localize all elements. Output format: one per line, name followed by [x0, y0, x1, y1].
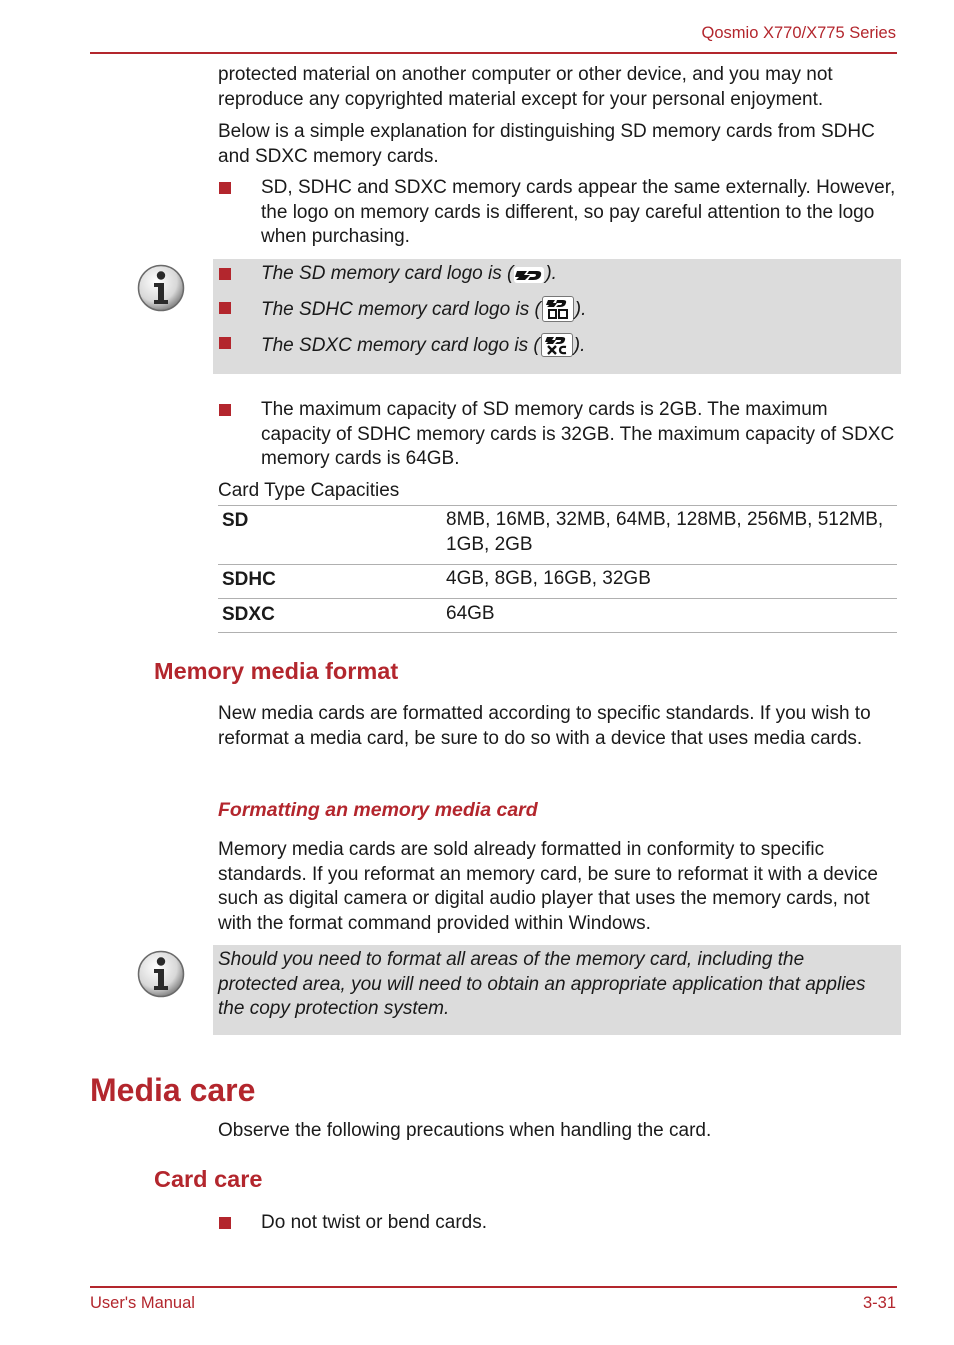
bullet-marker — [219, 404, 231, 416]
table-caption: Card Type Capacities — [218, 480, 400, 501]
sdxc-logo-note — [261, 333, 901, 359]
paragraph-formatting: Memory media cards are sold already formatted in conformity to specific standards. If you reformat an memory card, be sure to reformat it with a device such as digital camera or digital audio player that uses the memory cards, not with the format command provided within Windows. — [218, 839, 878, 934]
table-row-border — [218, 564, 897, 565]
header-rule — [90, 52, 897, 54]
table-cell-type: SD — [222, 510, 249, 531]
table-cell-type: SDHC — [222, 569, 276, 590]
sdhc-logo-note-text: The SDHC memory card logo is ( — [261, 299, 541, 320]
heading-media-care: Media care — [90, 1072, 256, 1108]
footer-page-number: 3-31 — [862, 1294, 896, 1312]
sdhc-logo-note — [261, 296, 901, 323]
heading-memory-media-format: Memory media format — [154, 658, 399, 684]
info-icon — [137, 950, 185, 998]
sd-logo-note-close: ). — [545, 263, 557, 284]
sdxc-logo-icon — [541, 333, 573, 357]
table-row-border — [218, 598, 897, 599]
bullet-marker — [219, 337, 231, 349]
paragraph-media-format: New media cards are formatted according to specific standards. If you wish to reformat a media card, be sure to do so with a device that uses media cards. — [218, 703, 871, 749]
intro-paragraph-1: protected material on another computer or other device, and you may not reproduce any copyrighted material except for your personal enjoyment. — [218, 64, 833, 110]
heading-card-care: Card care — [154, 1166, 263, 1192]
sd-logo-note-text: The SD memory card logo is ( — [261, 263, 514, 284]
subheading-formatting: Formatting an memory media card — [218, 799, 538, 821]
bullet-marker — [219, 182, 231, 194]
sd-logo-icon — [514, 267, 544, 283]
format-note-text: Should you need to format all areas of the memory card, including the protected area, you will need to obtain an appropriate application that applies the copy protection system. — [218, 949, 866, 1019]
intro-paragraph-2: Below is a simple explanation for distinguishing SD memory cards from SDHC and SDXC memory cards. — [218, 121, 875, 167]
table-bottom-border — [218, 632, 897, 633]
header-title: Qosmio X770/X775 Series — [701, 24, 896, 42]
table-cell-capacity: 64GB — [446, 603, 495, 624]
bullet-max-capacity: The maximum capacity of SD memory cards is 2GB. The maximum capacity of SDHC memory cards is 32GB. The maximum capacity of SDXC memory cards is 64GB. — [261, 399, 895, 469]
bullet-marker — [219, 1217, 231, 1229]
sdhc-logo-icon — [542, 296, 574, 322]
bullet-no-twist: Do not twist or bend cards. — [261, 1212, 487, 1233]
sd-logo-note — [261, 262, 901, 287]
sdhc-logo-note-close: ). — [574, 299, 587, 320]
bullet-marker — [219, 268, 231, 280]
footer-rule — [90, 1286, 897, 1288]
sdxc-logo-note-close: ). — [573, 335, 586, 356]
bullet-marker — [219, 302, 231, 314]
bullet-appearance: SD, SDHC and SDXC memory cards appear the same externally. However, the logo on memory cards is different, so pay careful attention to the logo when purchasing. — [261, 177, 896, 247]
table-cell-capacity: 8MB, 16MB, 32MB, 64MB, 128MB, 256MB, 512MB, 1GB, 2GB — [446, 509, 884, 555]
footer-manual-label: User's Manual — [90, 1294, 195, 1312]
paragraph-media-care: Observe the following precautions when handling the card. — [218, 1120, 712, 1141]
table-top-border — [218, 505, 897, 506]
info-icon — [137, 264, 185, 312]
table-cell-type: SDXC — [222, 604, 275, 625]
sdxc-logo-note-text: The SDXC memory card logo is ( — [261, 335, 540, 356]
table-cell-capacity: 4GB, 8GB, 16GB, 32GB — [446, 568, 651, 589]
